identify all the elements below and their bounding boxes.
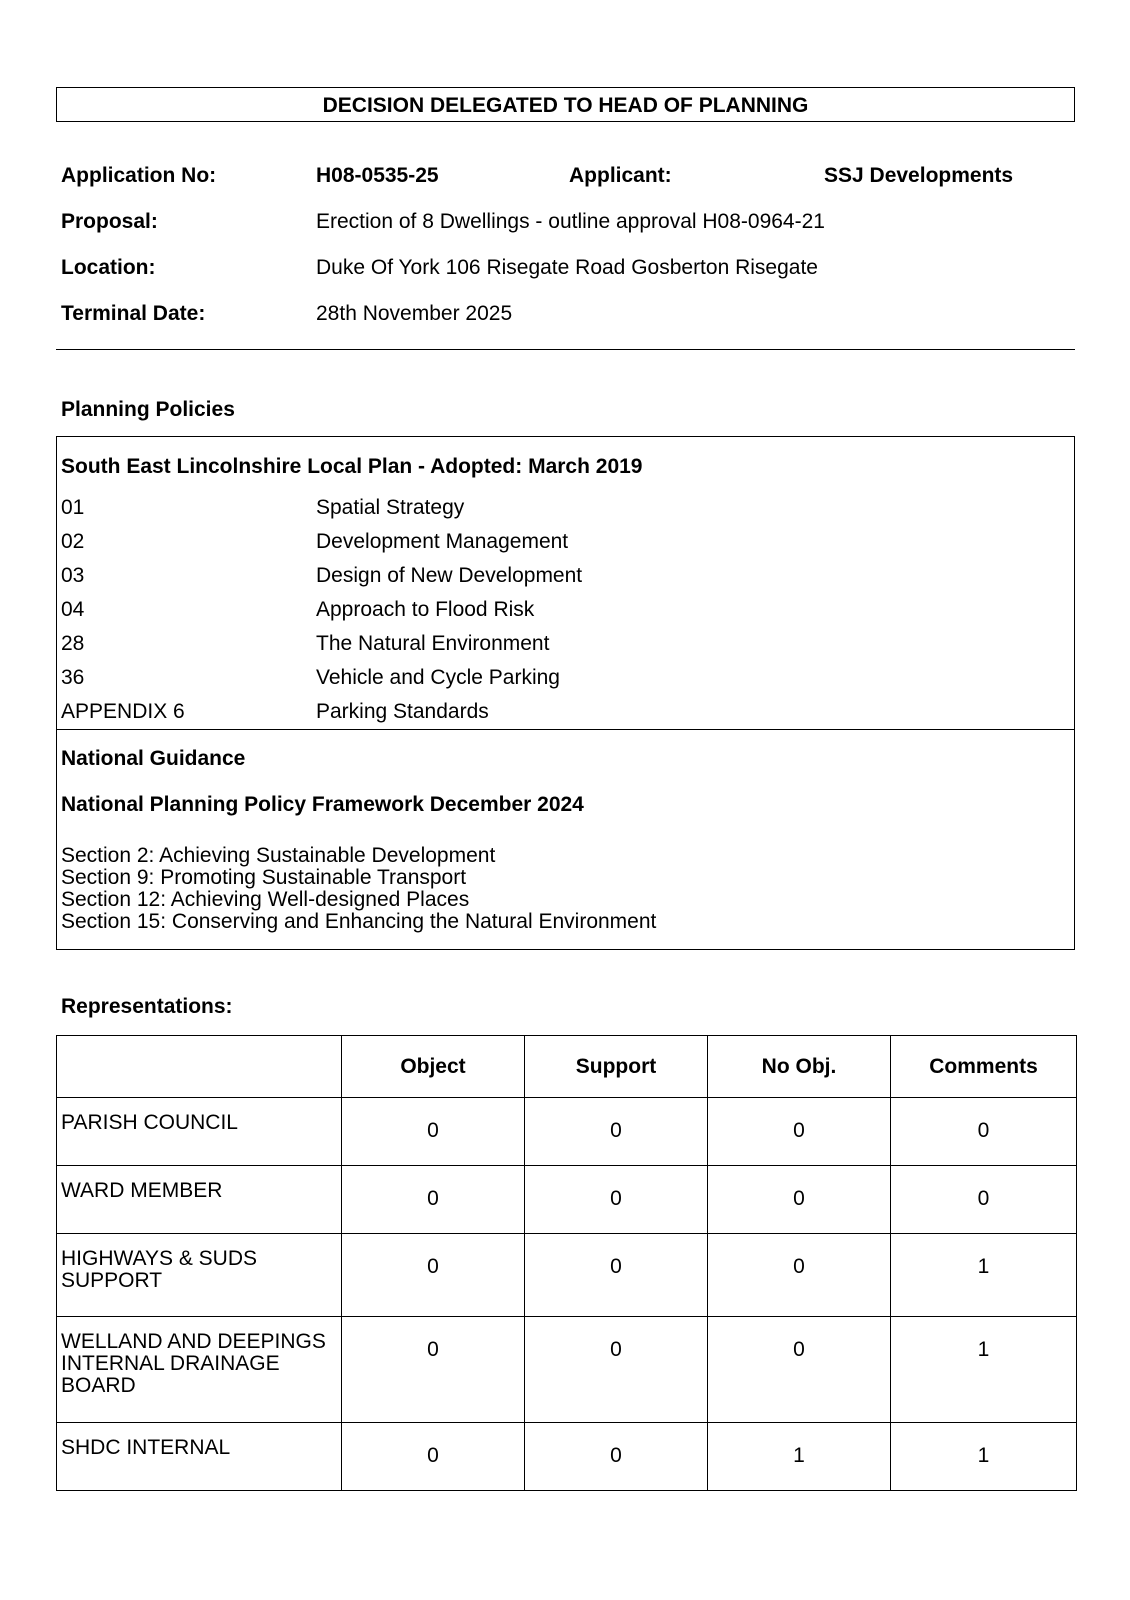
object-count: 0	[342, 1234, 525, 1317]
location-value: Duke Of York 106 Risegate Road Gosberton Risegate	[316, 256, 818, 279]
object-count: 0	[342, 1166, 525, 1234]
policies-divider	[56, 729, 1075, 730]
policy-code: 28	[61, 632, 85, 655]
table-row	[57, 1166, 1077, 1234]
nppf-title: National Planning Policy Framework December 2024	[61, 793, 584, 816]
policy-name: Spatial Strategy	[316, 496, 465, 519]
representations-heading: Representations:	[61, 995, 233, 1018]
column-header-comments: Comments	[891, 1036, 1077, 1098]
terminal-date-label: Terminal Date:	[61, 302, 206, 325]
no-obj-count: 1	[708, 1423, 891, 1491]
policy-name: Vehicle and Cycle Parking	[316, 666, 560, 689]
policy-code: 36	[61, 666, 85, 689]
policy-name: Development Management	[316, 530, 569, 553]
table-row	[57, 1098, 1077, 1166]
nppf-section: Section 9: Promoting Sustainable Transport	[61, 866, 467, 889]
location-label: Location:	[61, 256, 156, 279]
page-title: DECISION DELEGATED TO HEAD OF PLANNING	[56, 87, 1075, 122]
column-header-no-obj: No Obj.	[708, 1036, 891, 1098]
comments-count: 1	[891, 1234, 1077, 1317]
application-no-label: Application No:	[61, 164, 217, 187]
no-obj-count: 0	[708, 1166, 891, 1234]
applicant-label: Applicant:	[569, 164, 672, 187]
policy-code: 04	[61, 598, 85, 621]
comments-count: 1	[891, 1423, 1077, 1491]
separator-line	[56, 349, 1075, 350]
policy-code: 03	[61, 564, 85, 587]
consultee-name: WARD MEMBER	[57, 1166, 342, 1234]
proposal-value: Erection of 8 Dwellings - outline approval H08-0964-21	[316, 210, 825, 233]
comments-count: 0	[891, 1098, 1077, 1166]
support-count: 0	[525, 1234, 708, 1317]
comments-count: 1	[891, 1317, 1077, 1423]
support-count: 0	[525, 1098, 708, 1166]
policy-name: The Natural Environment	[316, 632, 550, 655]
object-count: 0	[342, 1317, 525, 1423]
comments-count: 0	[891, 1166, 1077, 1234]
consultee-name: HIGHWAYS & SUDS SUPPORT	[57, 1234, 342, 1317]
support-count: 0	[525, 1317, 708, 1423]
table-header-row	[57, 1036, 1077, 1098]
column-header-object: Object	[342, 1036, 525, 1098]
consultee-name: PARISH COUNCIL	[57, 1098, 342, 1166]
consultee-name: WELLAND AND DEEPINGS INTERNAL DRAINAGE BOARD	[57, 1317, 342, 1423]
column-header-support: Support	[525, 1036, 708, 1098]
representations-table	[56, 1035, 1077, 1491]
policy-name: Approach to Flood Risk	[316, 598, 535, 621]
applicant-value: SSJ Developments	[824, 164, 1014, 187]
application-no-value: H08-0535-25	[316, 164, 439, 187]
nppf-section: Section 15: Conserving and Enhancing the Natural Environment	[61, 910, 657, 933]
policy-name: Parking Standards	[316, 700, 489, 723]
proposal-label: Proposal:	[61, 210, 158, 233]
nppf-section: Section 12: Achieving Well-designed Places	[61, 888, 470, 911]
consultee-name: SHDC INTERNAL	[57, 1423, 342, 1491]
national-guidance-heading: National Guidance	[61, 747, 246, 770]
policy-code: 02	[61, 530, 85, 553]
planning-policies-heading: Planning Policies	[61, 398, 235, 421]
object-count: 0	[342, 1098, 525, 1166]
table-row	[57, 1317, 1077, 1423]
policy-code: APPENDIX 6	[61, 700, 185, 723]
support-count: 0	[525, 1166, 708, 1234]
terminal-date-value: 28th November 2025	[316, 302, 513, 325]
table-row	[57, 1234, 1077, 1317]
nppf-section: Section 2: Achieving Sustainable Development	[61, 844, 496, 867]
object-count: 0	[342, 1423, 525, 1491]
local-plan-title: South East Lincolnshire Local Plan - Adopted: March 2019	[61, 455, 643, 478]
policy-name: Design of New Development	[316, 564, 583, 587]
no-obj-count: 0	[708, 1317, 891, 1423]
policy-code: 01	[61, 496, 85, 519]
column-header	[57, 1036, 342, 1098]
support-count: 0	[525, 1423, 708, 1491]
table-row	[57, 1423, 1077, 1491]
no-obj-count: 0	[708, 1234, 891, 1317]
no-obj-count: 0	[708, 1098, 891, 1166]
